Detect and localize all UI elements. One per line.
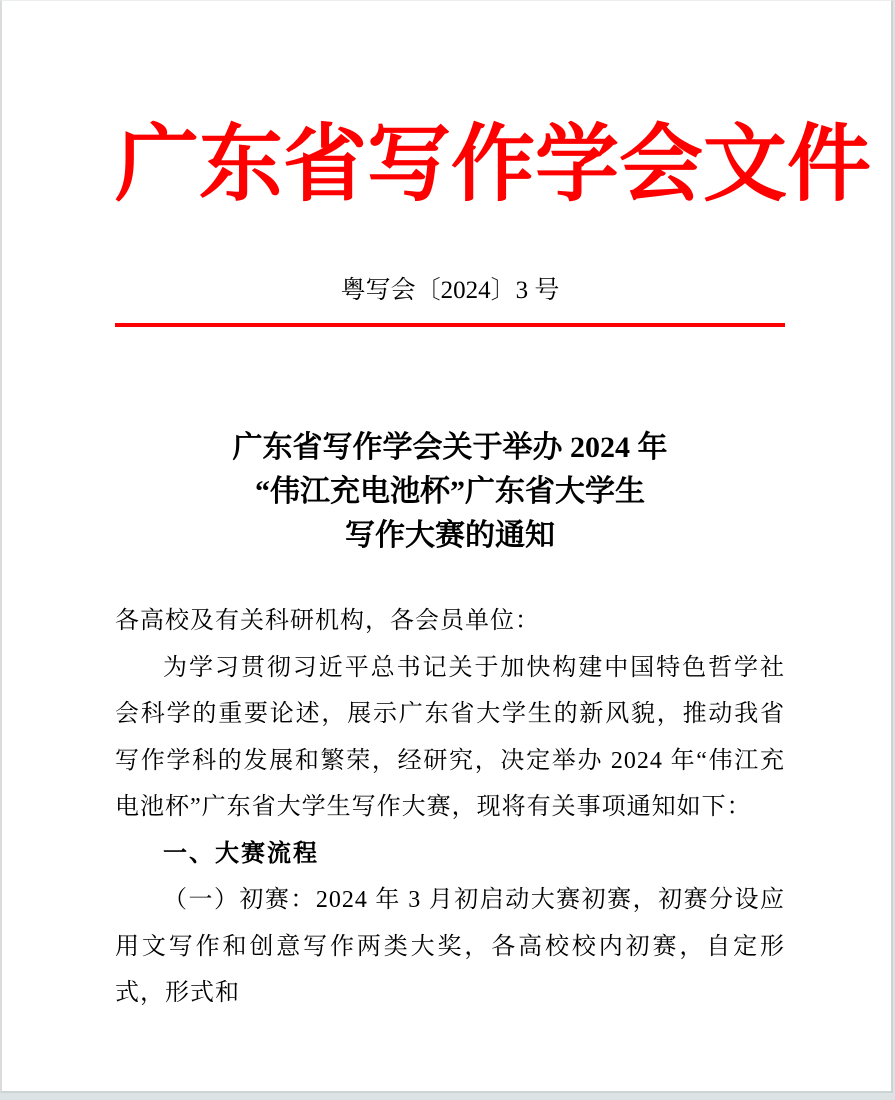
salutation-line: 各高校及有关科研机构，各会员单位： [115,608,540,635]
document-title-line-1: 广东省写作学会关于举办 2024 年 [232,431,668,465]
document-body [115,598,785,1017]
document-number: 粤写会〔2024〕3 号 [340,277,560,305]
red-divider-line [115,323,785,327]
letterhead-title: 广东省写作学会文件 [115,119,872,212]
document-content [115,117,872,1017]
document-title-line-2: “伟江充电池杯”广东省大学生 [255,475,645,509]
intro-paragraph: 为学习贯彻习近平总书记关于加快构建中国特色哲学社会科学的重要论述，展示广东省大学生的新风貌，推动我省写作学科的发展和繁荣，经研究，决定举办 2024 年“伟江充电池杯”广东省大学生写作大赛，现将有关事项通知如下： [115,654,785,821]
section-heading-contest-process: 一、大赛流程 [163,839,319,867]
document-title [115,426,785,558]
first-round-paragraph: （一）初赛：2024 年 3 月初启动大赛初赛，初赛分设应用文写作和创意写作两类大奖，各高校校内初赛，自定形式，形式和 [115,887,785,1007]
document-title-line-3: 写作大赛的通知 [345,519,555,553]
